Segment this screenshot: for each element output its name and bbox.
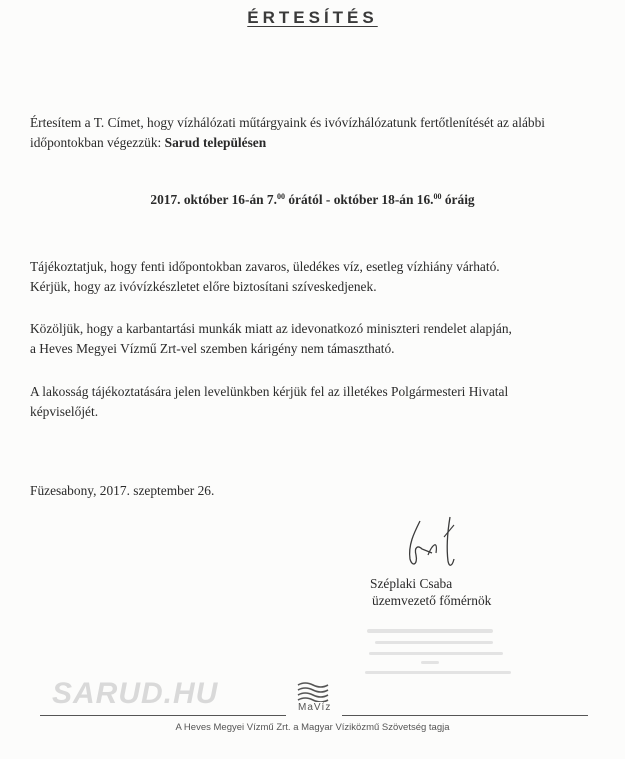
liability-line-1: Közöljük, hogy a karbantartási munkák miatt az idevonatkozó miniszteri rendelet alapján, (30, 321, 512, 336)
notice-paragraph (30, 257, 590, 296)
faded-stamp (363, 625, 513, 681)
footer-rule-right (342, 715, 588, 716)
intro-paragraph (30, 113, 590, 152)
watermark-text: SARUD.HU (52, 677, 219, 710)
logo-text: MaVíz (298, 702, 332, 713)
request-line-2: képviselőjét. (30, 403, 99, 419)
intro-place: Sarud településen (164, 134, 267, 150)
intro-text: Értesítem a T. Címet, hogy vízhálózati műtárgyaink és ivóvízhálózatunk fertőtlenítését az alábbi időpontokban végezzük: (30, 115, 546, 150)
signer-role: üzemvezető főmérnök (372, 593, 492, 608)
footer-rule-left (40, 715, 286, 716)
footer-text: A Heves Megyei Vízmű Zrt. a Magyar Víziközmű Szövetség tagja (175, 722, 450, 733)
liability-line-2: a Heves Megyei Vízmű Zrt-vel szemben kárigény nem támasztható. (30, 340, 395, 356)
signer-name: Széplaki Csaba (370, 576, 453, 591)
document-title: ÉRTESÍTÉS (247, 8, 378, 27)
place-date: Füzesabony, 2017. szeptember 26. (30, 483, 215, 498)
notice-line-2: Kérjük, hogy az ivóvízkészletet előre biztosítani szíveskedjenek. (30, 278, 377, 294)
liability-paragraph (30, 319, 590, 358)
request-line-1: A lakosság tájékoztatására jelen levelünkben kérjük fel az illetékes Polgármesteri Hivatal (30, 384, 509, 399)
handwritten-signature (392, 515, 472, 577)
request-paragraph (30, 382, 590, 421)
schedule-line: 2017. október 16-án 7.00 órától - október 18-án 16.00 óráig (150, 192, 475, 207)
notice-line-1: Tájékoztatjuk, hogy fenti időpontokban zavaros, üledékes víz, esetleg vízhiány várható. (30, 259, 500, 274)
wave-logo-icon (296, 680, 330, 702)
